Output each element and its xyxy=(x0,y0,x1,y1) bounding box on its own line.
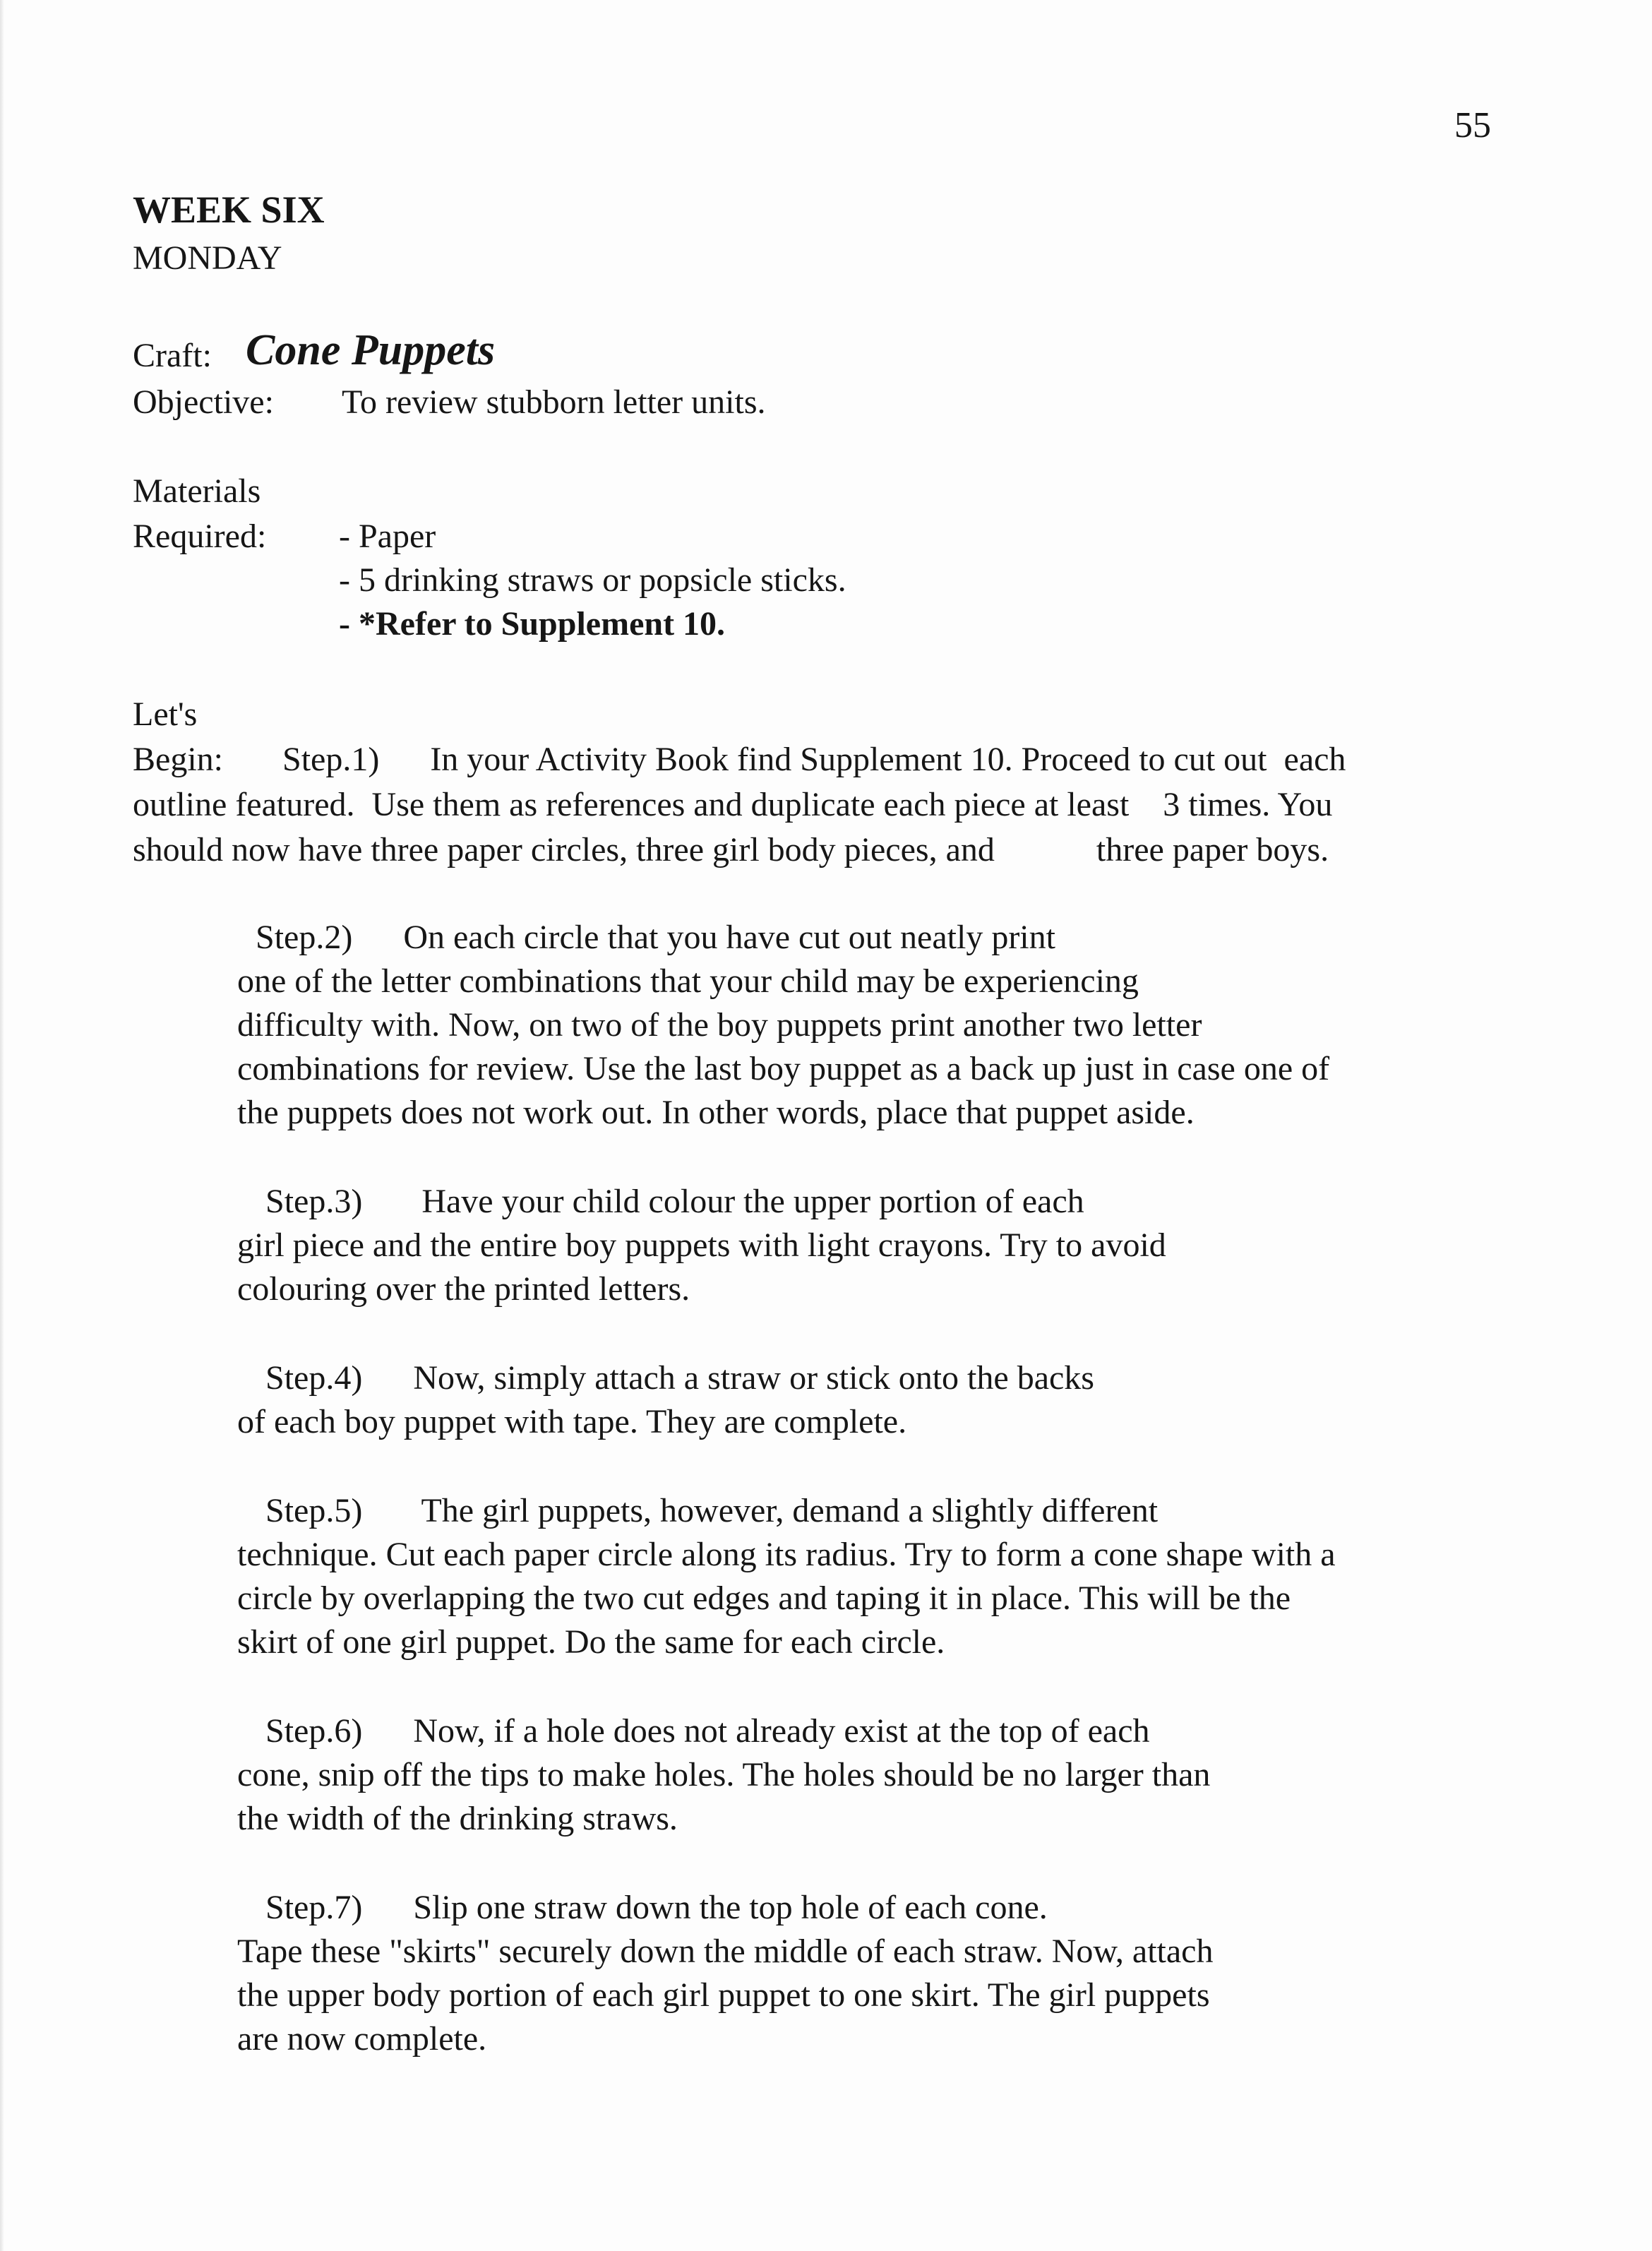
step-5-line: circle by overlapping the two cut edges and taping it in place. This will be the xyxy=(237,1580,1291,1617)
step-7-line: are now complete. xyxy=(237,2020,487,2058)
material-item: - 5 drinking straws or popsicle sticks. xyxy=(339,561,846,599)
step-2-line: Step.2) On each circle that you have cut out neatly print xyxy=(256,919,1055,956)
step-6-line: Step.6) Now, if a hole does not already exist at the top of each xyxy=(265,1712,1150,1750)
craft-label: Craft: xyxy=(133,337,212,374)
step-4-line: Step.4) Now, simply attach a straw or stick onto the backs xyxy=(265,1359,1094,1397)
begin-label: Begin: xyxy=(133,741,223,778)
step-5-line: Step.5) The girl puppets, however, demand a slightly different xyxy=(265,1492,1159,1529)
step-3-line: Step.3) Have your child colour the upper portion of each xyxy=(265,1183,1084,1220)
step-2-line: difficulty with. Now, on two of the boy puppets print another two letter xyxy=(237,1006,1202,1044)
objective-label: Objective: xyxy=(133,383,274,421)
step-3-line: colouring over the printed letters. xyxy=(237,1270,690,1308)
lets-label: Let's xyxy=(133,695,198,733)
material-item-supplement: - *Refer to Supplement 10. xyxy=(339,605,726,643)
step-5-line: skirt of one girl puppet. Do the same for each circle. xyxy=(237,1623,945,1661)
step-3-line: girl piece and the entire boy puppets with light crayons. Try to avoid xyxy=(237,1226,1166,1264)
week-title: WEEK SIX xyxy=(133,189,325,231)
day-label: MONDAY xyxy=(133,239,282,277)
step-2-line: combinations for review. Use the last boy puppet as a back up just in case one of xyxy=(237,1050,1330,1087)
required-label: Required: xyxy=(133,518,267,555)
step-7-line: Tape these "skirts" securely down the middle of each straw. Now, attach xyxy=(237,1933,1214,1970)
step-2-line: one of the letter combinations that your child may be experiencing xyxy=(237,962,1139,1000)
step-2-line: the puppets does not work out. In other words, place that puppet aside. xyxy=(237,1094,1195,1131)
step-6-line: the width of the drinking straws. xyxy=(237,1800,678,1837)
objective-text: To review stubborn letter units. xyxy=(342,383,766,421)
step-1-line: Step.1) In your Activity Book find Supplement 10. Proceed to cut out each xyxy=(282,741,1346,778)
scan-edge-shadow xyxy=(0,0,4,2251)
step-1-line: outline featured. Use them as references and duplicate each piece at least 3 times. You xyxy=(133,786,1333,823)
step-6-line: cone, snip off the tips to make holes. The holes should be no larger than xyxy=(237,1756,1211,1793)
material-item: - Paper xyxy=(339,518,436,555)
page-number: 55 xyxy=(1454,105,1491,145)
step-1-line: should now have three paper circles, three girl body pieces, and three paper boys. xyxy=(133,831,1329,868)
step-5-line: technique. Cut each paper circle along its radius. Try to form a cone shape with a xyxy=(237,1536,1336,1573)
craft-title: Cone Puppets xyxy=(246,326,496,374)
step-7-line: the upper body portion of each girl puppet to one skirt. The girl puppets xyxy=(237,1976,1210,2014)
step-7-line: Step.7) Slip one straw down the top hole of each cone. xyxy=(265,1889,1048,1926)
step-4-line: of each boy puppet with tape. They are complete. xyxy=(237,1403,907,1440)
materials-label: Materials xyxy=(133,472,261,510)
